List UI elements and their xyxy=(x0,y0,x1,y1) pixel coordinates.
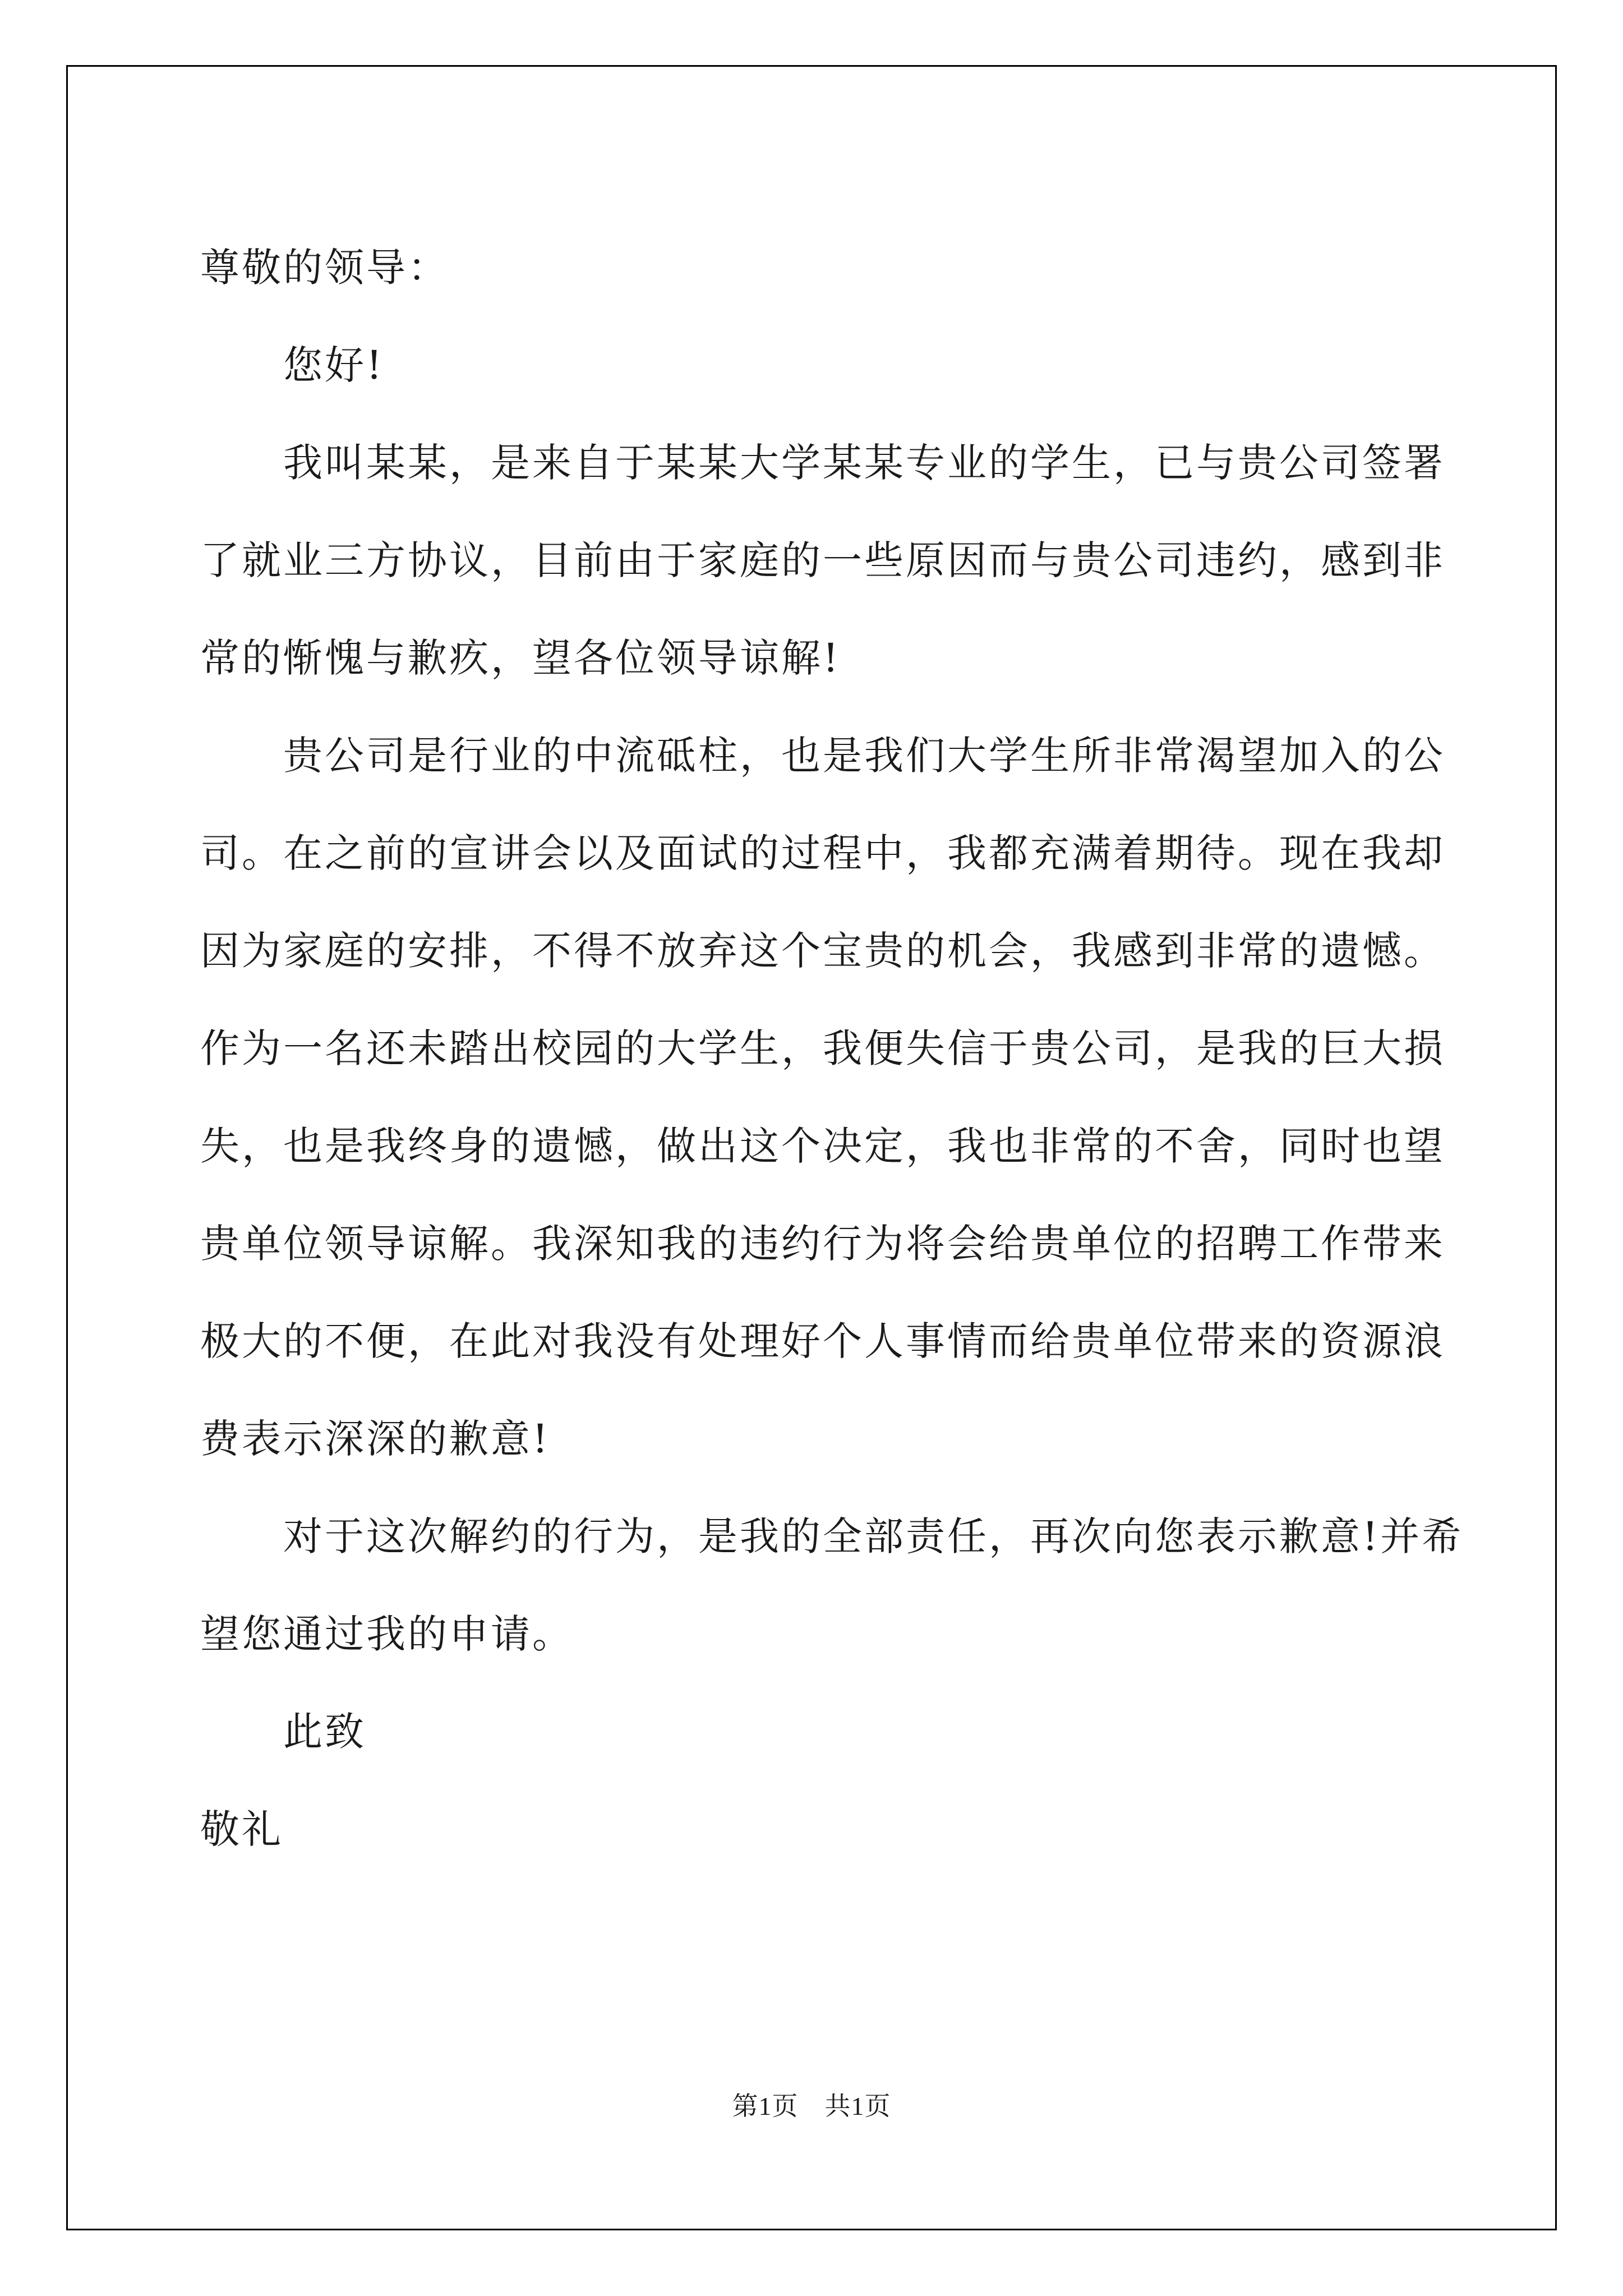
paragraph-line: 因为家庭的安排，不得不放弃这个宝贵的机会，我感到非常的遗憾。 xyxy=(200,928,1445,974)
salutation: 尊敬的领导： xyxy=(200,245,449,291)
paragraph-line: 贵公司是行业的中流砥柱，也是我们大学生所非常渴望加入的公 xyxy=(283,733,1445,779)
paragraph-line: 作为一名还未踏出校园的大学生，我便失信于贵公司，是我的巨大损 xyxy=(200,1025,1445,1071)
paragraph-line: 费表示深深的歉意! xyxy=(200,1416,551,1462)
paragraph-line: 司。在之前的宣讲会以及面试的过程中，我都充满着期待。现在我却 xyxy=(200,830,1445,876)
paragraph-line: 对于这次解约的行为，是我的全部责任，再次向您表示歉意!并希 xyxy=(283,1513,1464,1559)
paragraph-1 xyxy=(200,414,1445,707)
page-number: 第1页 共1页 xyxy=(732,2092,891,2120)
paragraph-3 xyxy=(200,1488,1464,1683)
paragraph-line: 了就业三方协议，目前由于家庭的一些原因而与贵公司违约，感到非 xyxy=(200,537,1445,583)
paragraph-2 xyxy=(200,707,1445,1488)
letter-body xyxy=(200,219,1464,1878)
paragraph-line: 失，也是我终身的遗憾，做出这个决定，我也非常的不舍，同时也望 xyxy=(200,1123,1445,1169)
paragraph-line: 贵单位领导谅解。我深知我的违约行为将会给贵单位的招聘工作带来 xyxy=(200,1221,1445,1267)
paragraph-line: 极大的不便，在此对我没有处理好个人事情而给贵单位带来的资源浪 xyxy=(200,1318,1445,1364)
paragraph-line: 我叫某某，是来自于某某大学某某专业的学生，已与贵公司签署 xyxy=(283,440,1445,486)
closing: 此致 xyxy=(283,1709,366,1755)
regards: 敬礼 xyxy=(200,1806,283,1852)
paragraph-line: 望您通过我的申请。 xyxy=(200,1611,574,1657)
greeting: 您好! xyxy=(283,342,385,388)
paragraph-line: 常的惭愧与歉疚，望各位领导谅解! xyxy=(200,635,841,681)
